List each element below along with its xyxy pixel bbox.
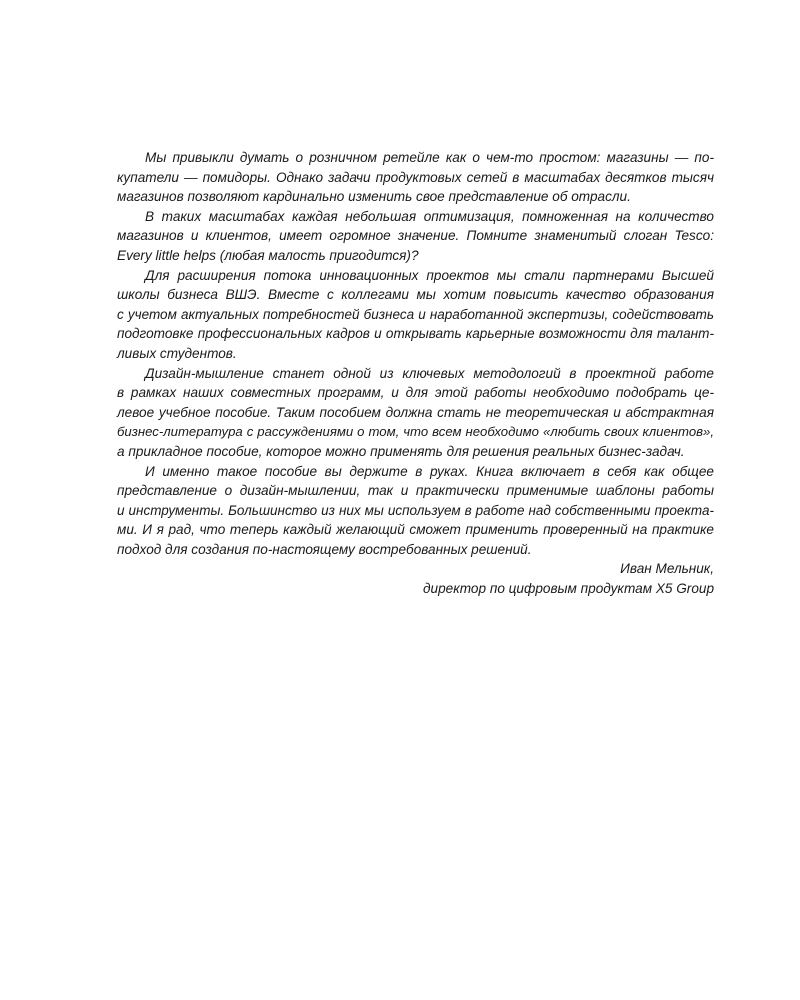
text-line: а прикладное пособие, которое можно применять для решения реальных бизнес-задач.	[117, 443, 685, 459]
signature	[117, 559, 714, 598]
text-line: школы бизнеса ВШЭ. Вместе с коллегами мы хотим повысить качество образования	[117, 287, 714, 303]
foreword-text	[117, 148, 714, 599]
text-line: с учетом актуальных потребностей бизнеса и наработанной экспертизы, содействовать	[117, 306, 714, 322]
text-line: Мы привыкли думать о розничном ретейле как о чем-то простом: магазины — по-	[145, 150, 714, 165]
paragraph	[117, 266, 714, 364]
text-line: Для расширения потока инновационных проектов мы стали партнерами Высшей	[145, 267, 714, 283]
text-line: бизнес-литература с рассуждениями о том, что всем необходимо «любить своих клиентов»,	[117, 424, 714, 440]
signature-position: директор по цифровым продуктам X5 Group	[423, 581, 714, 597]
text-line: левое учебное пособие. Таким пособием должна стать не теоретическая и абстрактная	[117, 404, 714, 420]
text-line: ми. И я рад, что теперь каждый желающий сможет применить проверенный на практике	[117, 522, 714, 538]
text-line: ливых студентов.	[117, 345, 237, 361]
paragraph	[117, 148, 714, 207]
text-line: В таких масштабах каждая небольшая оптимизация, помноженная на количество	[145, 208, 714, 224]
paragraph	[117, 364, 714, 462]
text-line: магазинов позволяют кардинально изменить свое представление об отрасли.	[117, 189, 631, 205]
text-line: купатели — помидоры. Однако задачи продуктовых сетей в масштабах десятков тысяч	[117, 169, 714, 185]
text-line: в рамках наших совместных программ, и для этой работы необходимо подобрать це-	[117, 385, 714, 401]
text-line: и инструменты. Большинство из них мы используем в работе над собственными проекта-	[117, 502, 714, 518]
text-line: И именно такое пособие вы держите в руках. Книга включает в себя как общее	[145, 463, 714, 479]
text-line: подготовке профессиональных кадров и открывать карьерные возможности для талант-	[117, 326, 714, 342]
text-line: подход для создания по-настоящему востребованных решений.	[117, 541, 532, 557]
paragraph	[117, 462, 714, 560]
signature-name: Иван Мельник,	[620, 561, 714, 577]
text-line: Every little helps (любая малость пригодится)?	[117, 247, 419, 263]
text-line: представление о дизайн-мышлении, так и практически применимые шаблоны работы	[117, 483, 714, 499]
text-line: Дизайн-мышление станет одной из ключевых методологий в проектной работе	[145, 365, 714, 381]
text-line: магазинов и клиентов, имеет огромное значение. Помните знаменитый слоган Tesco:	[117, 228, 714, 244]
paragraph	[117, 207, 714, 266]
